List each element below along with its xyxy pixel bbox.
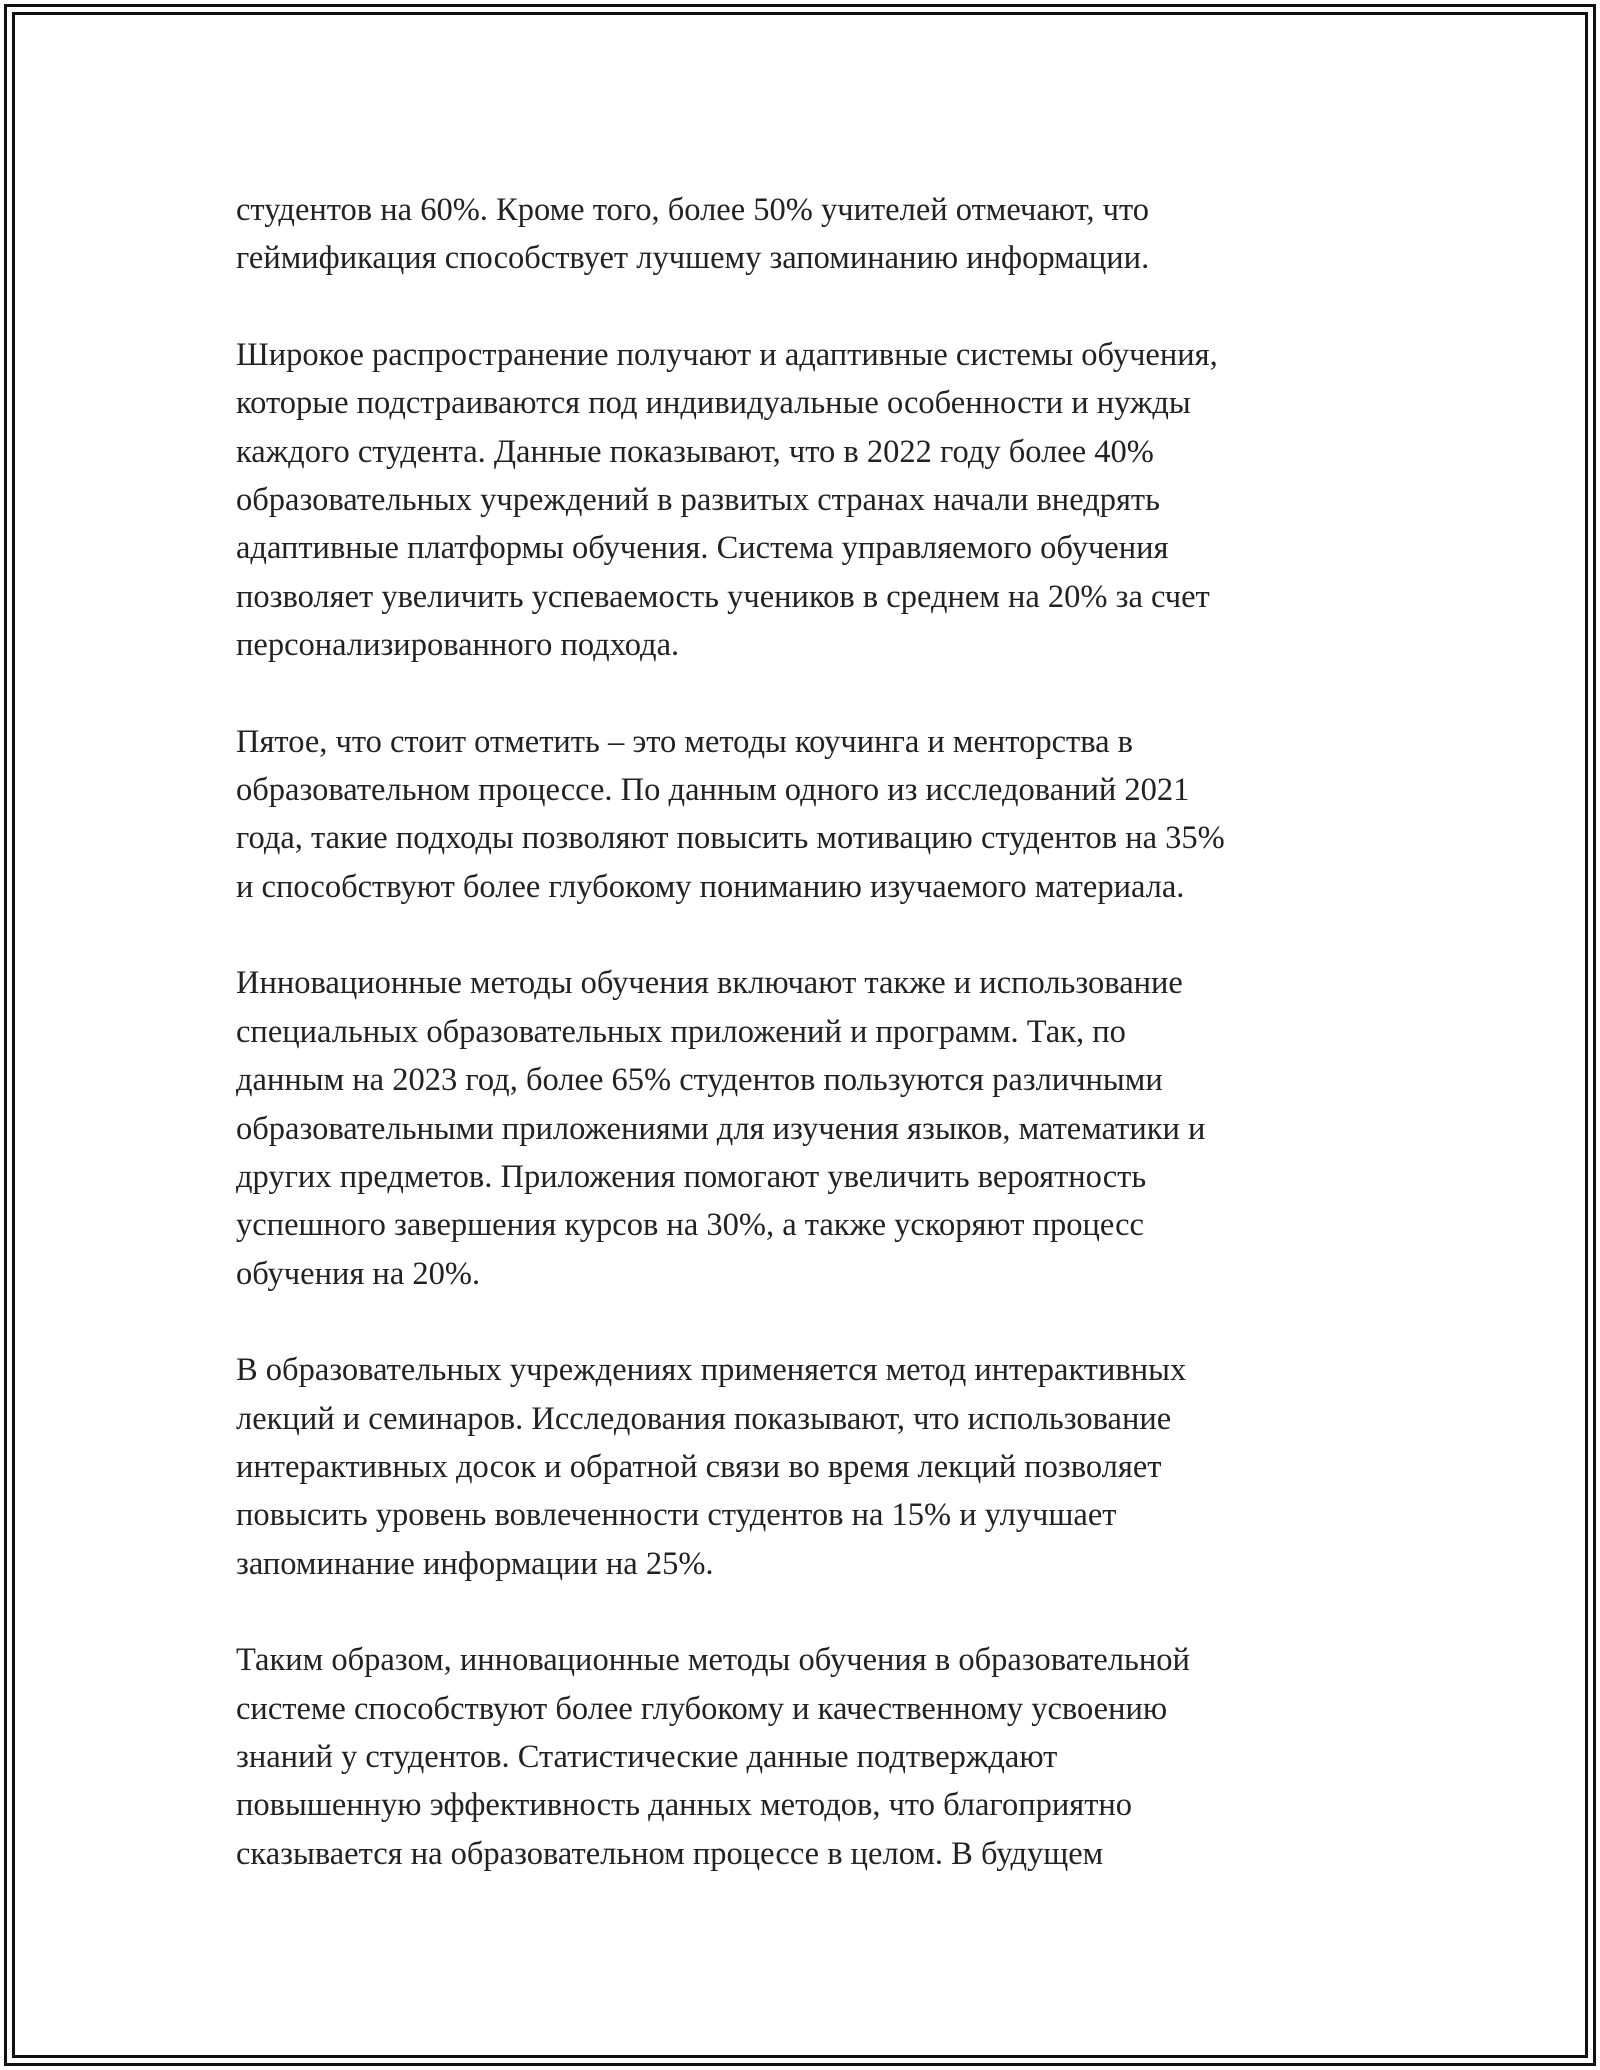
text-line: системе способствуют более глубокому и качественному усвоению	[236, 1690, 1168, 1727]
text-line: каждого студента. Данные показывают, что в 2022 году более 40%	[236, 433, 1154, 470]
paragraph-gamification	[236, 186, 1386, 283]
text-line: и способствуют более глубокому пониманию изучаемого материала.	[236, 868, 1185, 905]
text-line: специальных образовательных приложений и программ. Так, по	[236, 1013, 1126, 1050]
text-line: Пятое, что стоит отметить – это методы коучинга и менторства в	[236, 723, 1134, 760]
text-line: геймификация способствует лучшему запоминанию информации.	[236, 240, 1150, 277]
paragraph-educational-apps	[236, 959, 1386, 1298]
text-line: лекций и семинаров. Исследования показывают, что использование	[236, 1400, 1172, 1437]
text-line: В образовательных учреждениях применяется метод интерактивных	[236, 1352, 1187, 1389]
text-line: образовательном процессе. По данным одного из исследований 2021	[236, 772, 1190, 809]
text-line: знаний у студентов. Статистические данные подтверждают	[236, 1738, 1058, 1775]
text-line: адаптивные платформы обучения. Система управляемого обучения	[236, 530, 1169, 567]
text-line: других предметов. Приложения помогают увеличить вероятность	[236, 1158, 1147, 1195]
text-line: Инновационные методы обучения включают также и использование	[236, 965, 1183, 1002]
text-line: успешного завершения курсов на 30%, а также ускоряют процесс	[236, 1207, 1144, 1244]
text-line: обучения на 20%.	[236, 1255, 481, 1292]
text-line: Таким образом, инновационные методы обучения в образовательной	[236, 1642, 1190, 1679]
text-line: персонализированного подхода.	[236, 627, 680, 664]
document-body	[236, 186, 1386, 1878]
text-line: студентов на 60%. Кроме того, более 50% учителей отмечают, что	[236, 192, 1149, 228]
text-line: интерактивных досок и обратной связи во время лекций позволяет	[236, 1448, 1162, 1485]
paragraph-coaching	[236, 718, 1386, 912]
text-line: запоминание информации на 25%.	[236, 1545, 714, 1582]
text-line: позволяет увеличить успеваемость учеников в среднем на 20% за счет	[236, 578, 1210, 615]
text-line: повышенную эффективность данных методов, что благоприятно	[236, 1787, 1133, 1824]
text-line: образовательных учреждений в развитых странах начали внедрять	[236, 482, 1160, 519]
text-line: повысить уровень вовлеченности студентов на 15% и улучшает	[236, 1497, 1117, 1534]
paragraph-adaptive-learning	[236, 331, 1386, 670]
text-line: данным на 2023 год, более 65% студентов пользуются различными	[236, 1062, 1163, 1099]
paragraph-interactive-lectures	[236, 1346, 1386, 1588]
text-line: которые подстраиваются под индивидуальные особенности и нужды	[236, 385, 1191, 422]
text-line: Широкое распространение получают и адаптивные системы обучения,	[236, 336, 1218, 373]
text-line: сказывается на образовательном процессе в целом. В будущем	[236, 1835, 1104, 1872]
text-line: года, такие подходы позволяют повысить мотивацию студентов на 35%	[236, 820, 1225, 857]
text-line: образовательными приложениями для изучения языков, математики и	[236, 1110, 1206, 1147]
paragraph-conclusion	[236, 1636, 1386, 1878]
